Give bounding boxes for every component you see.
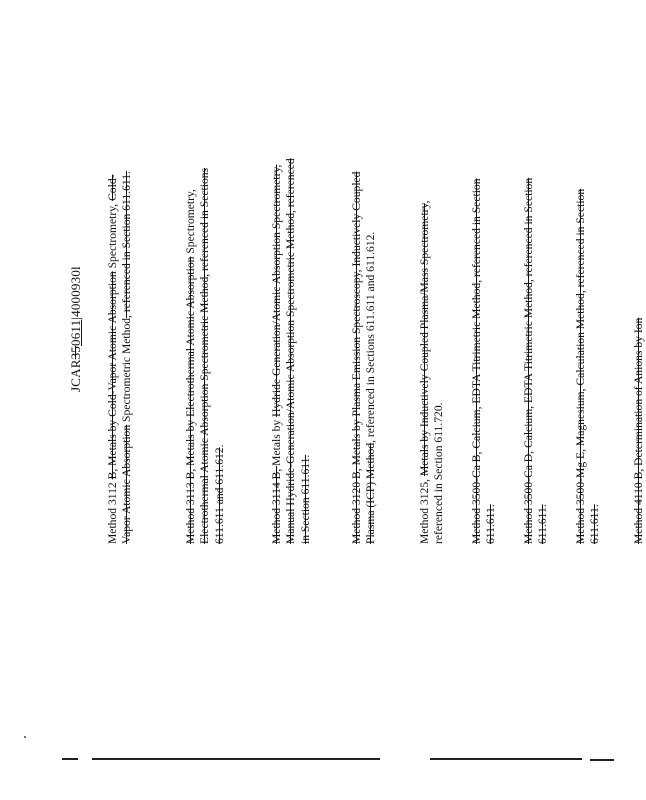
doc-id-deleted: 35 (68, 346, 83, 360)
paragraph-method-3120: Method 3120 B, Metals by Plasma Emission Spectroscopy, Inductively Coupled Plasma (ICP) Method, referenced in Sections 611.611 and 611.612. (350, 171, 378, 544)
paragraph-method-3500-ca-d: Method 3500-Ca D, Calcium, EDTA Titrimetric Method, referenced in Section 611.611. (522, 177, 550, 544)
paragraph-method-3125: Method 3125, Metals by Inductively Coupled Plasma/Mass Spectrometry, referenced in Section 611.720. (418, 200, 446, 544)
footer-rule-right (430, 758, 582, 760)
scan-speck (24, 736, 26, 738)
doc-id-prefix: JCAR (68, 359, 83, 392)
paragraph-method-3500-mg-e: Method 3500-Mg E, Magnesium, Calculation Method, referenced in Section 611.611. (574, 188, 602, 544)
paragraph-method-3113: Method 3113 B, Metals by Electrothermal Atomic Absorption Spectrometry, Electrothermal Atomic Absorption Spectrometric Method, referenced in Sections 611.611 and 611.612. (184, 167, 226, 544)
footer-rule-edge (590, 759, 614, 761)
paragraph-method-3500-ca-b: Method 3500-Ca B, Calcium, EDTA Titrimetric Method, referenced in Section 611.611. (470, 178, 498, 544)
footer-rule-short (62, 758, 78, 760)
rotated-text-block (42, 16, 645, 776)
doc-id-suffix: |4000930l (68, 266, 83, 320)
paragraph-method-4110: Method 4110 B, Determination of Anions by Ion (632, 317, 645, 544)
footer-rule-long (92, 758, 380, 760)
document-id (68, 266, 84, 392)
doc-id-inserted: 0611 (68, 319, 83, 346)
paragraph-method-3112: Method 3112 B, Metals by Cold-Vapor Atomic Absorption Spectrometry, Cold-Vapor Atomic Absorption Spectrometric Method, referenced in Section 611.611. (106, 171, 134, 544)
paragraph-method-3114: Method 3114 B, Metals by Hydride Generation/Atomic Absorption Spectrometry, Manual Hydride-Generation/Atomic Absorption Spectrometric Method, referenced in Section 611.611. (270, 158, 312, 544)
